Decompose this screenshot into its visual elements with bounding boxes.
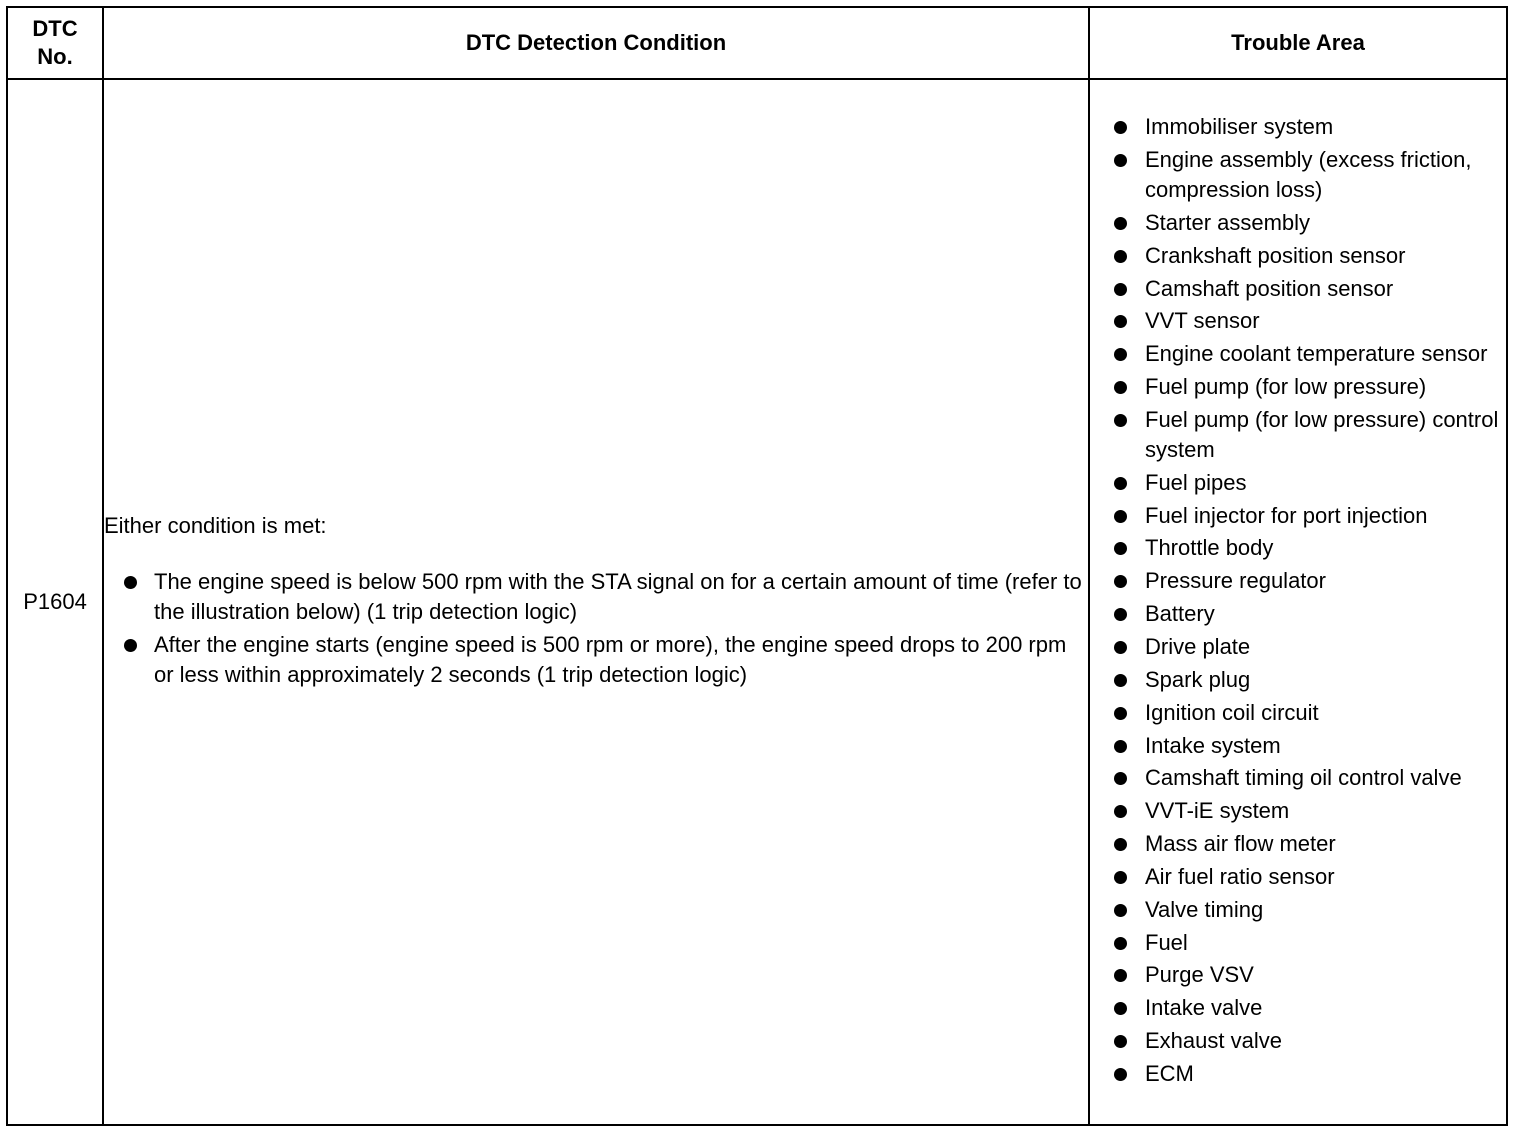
trouble-area-item-text: Engine coolant temperature sensor xyxy=(1145,341,1488,367)
bullet-icon xyxy=(1114,805,1127,818)
header-condition: DTC Detection Condition xyxy=(103,7,1089,79)
bullet-icon xyxy=(1114,772,1127,785)
bullet-icon xyxy=(1114,641,1127,654)
bullet-icon xyxy=(1114,1068,1127,1081)
trouble-area-item-text: Pressure regulator xyxy=(1145,568,1326,594)
condition-intro: Either condition is met: xyxy=(104,513,327,538)
bullet-icon xyxy=(1114,510,1127,523)
header-row xyxy=(7,7,1507,79)
trouble-area-item-text: Drive plate xyxy=(1145,634,1251,659)
trouble-area-item-text: Ignition coil circuit xyxy=(1145,699,1319,725)
bullet-icon xyxy=(1114,315,1127,328)
trouble-area-item-text: Battery xyxy=(1145,601,1215,627)
trouble-area-item-text: Crankshaft position sensor xyxy=(1145,242,1406,268)
trouble-area-item-text: Throttle body xyxy=(1145,535,1274,561)
bullet-icon xyxy=(1114,477,1127,490)
trouble-area-item xyxy=(1090,145,1506,205)
trouble-area-item-text: Engine assembly (excess friction, compression loss) xyxy=(1145,147,1472,203)
trouble-area-item xyxy=(1090,1059,1506,1089)
bullet-icon xyxy=(1114,1035,1127,1048)
bullet-icon xyxy=(1114,575,1127,588)
trouble-area-item xyxy=(1090,274,1506,304)
condition-list xyxy=(104,567,1088,690)
trouble-area-item xyxy=(1090,829,1506,859)
trouble-area-item xyxy=(1090,763,1506,793)
trouble-area-item xyxy=(1090,405,1506,465)
trouble-area-item xyxy=(1090,862,1506,892)
trouble-area-cell xyxy=(1089,79,1507,1125)
detection-condition-cell xyxy=(103,79,1089,1125)
bullet-icon xyxy=(1114,250,1127,263)
trouble-area-item-text: Mass air flow meter xyxy=(1145,831,1336,857)
trouble-area-item xyxy=(1090,731,1506,761)
bullet-icon xyxy=(1114,283,1127,296)
bullet-icon xyxy=(1114,542,1127,555)
bullet-icon xyxy=(1114,348,1127,361)
condition-item-text: The engine speed is below 500 rpm with the STA signal on for a certain amount of time (refer to the illustration below) (1 trip detection logic) xyxy=(154,569,1082,624)
trouble-area-item xyxy=(1090,698,1506,728)
trouble-area-list xyxy=(1090,112,1506,1089)
header-trouble-area: Trouble Area xyxy=(1089,7,1507,79)
bullet-icon xyxy=(1114,121,1127,134)
trouble-area-item-text: Air fuel ratio sensor xyxy=(1145,863,1335,889)
trouble-area-item-text: Immobiliser system xyxy=(1145,114,1334,140)
bullet-icon xyxy=(1114,904,1127,917)
trouble-area-item xyxy=(1090,796,1506,826)
trouble-area-item xyxy=(1090,372,1506,402)
bullet-icon xyxy=(1114,217,1127,230)
bullet-icon xyxy=(1114,969,1127,982)
dtc-table xyxy=(6,6,1508,1126)
trouble-area-item xyxy=(1090,208,1506,238)
trouble-area-item-text: Starter assembly xyxy=(1145,209,1311,235)
trouble-area-item xyxy=(1090,241,1506,271)
table-row xyxy=(7,79,1507,1125)
dtc-code: P1604 xyxy=(7,79,103,1125)
trouble-area-item xyxy=(1090,468,1506,498)
trouble-area-item-text: Fuel pipes xyxy=(1145,469,1247,495)
trouble-area-item xyxy=(1090,306,1506,336)
trouble-area-item xyxy=(1090,960,1506,990)
bullet-icon xyxy=(1114,707,1127,720)
trouble-area-item-text: Fuel pump (for low pressure) control system xyxy=(1145,406,1499,462)
bullet-icon xyxy=(1114,608,1127,621)
trouble-area-item xyxy=(1090,895,1506,925)
header-dtc-no xyxy=(7,7,103,79)
trouble-area-item-text: VVT sensor xyxy=(1145,308,1260,334)
bullet-icon xyxy=(1114,414,1127,427)
header-dtc-no-line2: No. xyxy=(37,44,73,69)
trouble-area-item-text: Fuel pump (for low pressure) xyxy=(1145,374,1427,400)
trouble-area-item-text: ECM xyxy=(1145,1060,1194,1086)
header-dtc-no-line1: DTC xyxy=(32,16,78,41)
trouble-area-item-text: Camshaft timing oil control valve xyxy=(1145,765,1462,791)
trouble-area-item xyxy=(1090,533,1506,563)
bullet-icon xyxy=(1114,1002,1127,1015)
trouble-area-item-text: Purge VSV xyxy=(1145,962,1254,988)
bullet-icon xyxy=(124,639,137,652)
trouble-area-item xyxy=(1090,632,1506,662)
trouble-area-item-text: Intake system xyxy=(1145,732,1281,758)
condition-item xyxy=(104,567,1088,627)
trouble-area-item-text: Camshaft position sensor xyxy=(1145,275,1394,301)
trouble-area-item-text: Intake valve xyxy=(1145,995,1263,1021)
bullet-icon xyxy=(1114,838,1127,851)
trouble-area-item xyxy=(1090,501,1506,531)
trouble-area-item xyxy=(1090,665,1506,695)
trouble-area-item xyxy=(1090,928,1506,958)
trouble-area-item-text: Fuel xyxy=(1145,929,1188,955)
bullet-icon xyxy=(1114,937,1127,950)
condition-item-text: After the engine starts (engine speed is 500 rpm or more), the engine speed drops to 200 rpm or less within approximately 2 seconds (1 trip detection logic) xyxy=(154,632,1067,687)
trouble-area-item-text: Fuel injector for port injection xyxy=(1145,502,1428,528)
trouble-area-item-text: VVT-iE system xyxy=(1145,798,1290,824)
bullet-icon xyxy=(1114,154,1127,167)
trouble-area-item xyxy=(1090,599,1506,629)
bullet-icon xyxy=(1114,740,1127,753)
bullet-icon xyxy=(1114,381,1127,394)
trouble-area-item xyxy=(1090,993,1506,1023)
trouble-area-item xyxy=(1090,566,1506,596)
bullet-icon xyxy=(1114,871,1127,884)
bullet-icon xyxy=(1114,674,1127,687)
trouble-area-item-text: Valve timing xyxy=(1145,896,1264,922)
trouble-area-item-text: Exhaust valve xyxy=(1145,1028,1282,1054)
bullet-icon xyxy=(124,576,137,589)
condition-item xyxy=(104,630,1088,690)
trouble-area-item xyxy=(1090,112,1506,142)
trouble-area-item xyxy=(1090,339,1506,369)
trouble-area-item-text: Spark plug xyxy=(1145,666,1251,692)
trouble-area-item xyxy=(1090,1026,1506,1056)
